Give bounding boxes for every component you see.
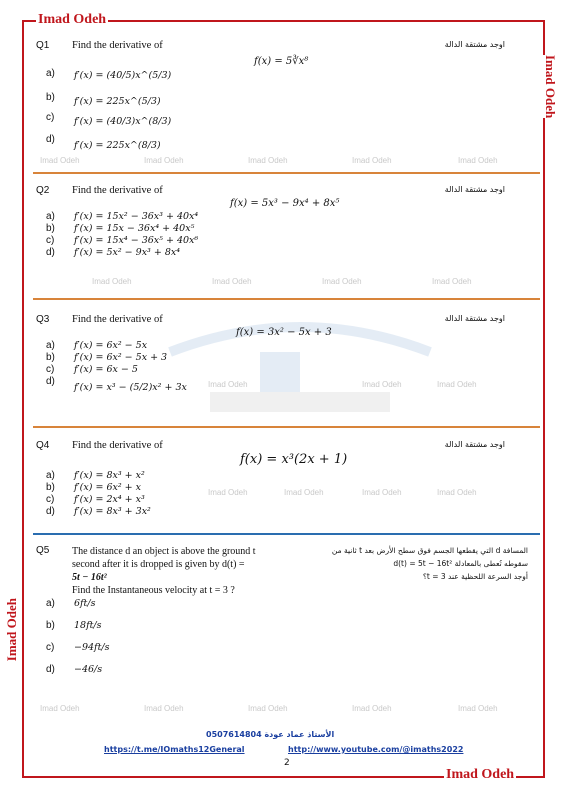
option-label: d) <box>46 664 55 675</box>
option-value[interactable]: f′(x) = 6x² + x <box>74 482 142 493</box>
option-value[interactable]: 6ft/s <box>74 598 96 609</box>
option-value[interactable]: f′(x) = 5x² − 9x³ + 8x⁴ <box>74 247 181 258</box>
watermark: Imad Odeh <box>432 277 472 286</box>
question-prompt-arabic: اوجد مشتقة الدالة <box>444 314 505 323</box>
question-1 <box>22 40 541 170</box>
brand-left: Imad Odeh <box>4 598 19 662</box>
question-prompt: Find the derivative of <box>72 40 163 51</box>
brand-bottom-right: Imad Odeh <box>446 767 515 782</box>
question-4 <box>22 440 541 530</box>
youtube-link[interactable]: http://www.youtube.com/@imaths2022 <box>288 745 464 754</box>
option-value[interactable]: f′(x) = 8x³ + 3x² <box>74 506 151 517</box>
question-number: Q1 <box>36 40 50 51</box>
section-divider <box>33 172 540 174</box>
watermark: Imad Odeh <box>248 156 288 165</box>
option-value[interactable]: f′(x) = 6x − 5 <box>74 364 138 375</box>
option-value[interactable]: −94ft/s <box>74 642 110 653</box>
option-label: a) <box>46 68 55 79</box>
option-value[interactable]: f′(x) = 6x² − 5x <box>74 340 148 351</box>
option-value[interactable]: f′(x) = 8x³ + x² <box>74 470 145 481</box>
question-text-arabic: المسافة d التي يقطعها الجسم فوق سطح الأرض بعد t ثانية من <box>331 546 528 555</box>
option-value[interactable]: −46/s <box>74 664 103 675</box>
watermark: Imad Odeh <box>352 704 392 713</box>
section-divider <box>33 533 540 535</box>
watermark: Imad Odeh <box>322 277 362 286</box>
question-text-line: second after it is dropped is given by d(t) = <box>72 559 245 570</box>
function: f(x) = 5x³ − 9x⁴ + 8x⁵ <box>230 198 340 209</box>
option-value[interactable]: f′(x) = 15x² − 36x³ + 40x⁴ <box>74 211 199 222</box>
option-label: b) <box>46 482 55 493</box>
watermark: Imad Odeh <box>362 380 402 389</box>
option-label: d) <box>46 134 55 145</box>
watermark: Imad Odeh <box>208 488 248 497</box>
option-label: a) <box>46 470 55 481</box>
question-5 <box>22 545 541 725</box>
option-value[interactable]: f′(x) = 15x − 36x⁴ + 40x⁵ <box>74 223 195 234</box>
watermark: Imad Odeh <box>208 380 248 389</box>
option-value[interactable]: f′(x) = 6x² − 5x + 3 <box>74 352 168 363</box>
option-label: c) <box>46 494 55 505</box>
option-label: a) <box>46 598 55 609</box>
option-label: b) <box>46 620 55 631</box>
telegram-link[interactable]: https://t.me/IOmaths12General <box>104 745 245 754</box>
question-prompt: Find the derivative of <box>72 314 163 325</box>
watermark: Imad Odeh <box>362 488 402 497</box>
question-text-arabic: سقوطه تُعطى بالمعادلة d(t) = 5t − 16t² <box>393 559 528 568</box>
option-label: d) <box>46 506 55 517</box>
question-text-line: 5t − 16t² <box>72 572 107 583</box>
brand-top-left: Imad Odeh <box>38 12 107 27</box>
option-label: b) <box>46 223 55 234</box>
option-label: a) <box>46 211 55 222</box>
option-label: b) <box>46 92 55 103</box>
question-text-line: Find the Instantaneous velocity at t = 3 ? <box>72 585 235 596</box>
watermark: Imad Odeh <box>437 488 477 497</box>
watermark: Imad Odeh <box>284 488 324 497</box>
watermark: Imad Odeh <box>144 704 184 713</box>
page-number: 2 <box>284 758 290 768</box>
watermark: Imad Odeh <box>40 156 80 165</box>
option-value[interactable]: f′(x) = 2x⁴ + x³ <box>74 494 145 505</box>
option-value[interactable]: f′(x) = x³ − (5/2)x² + 3x <box>74 382 187 393</box>
brand-right: Imad Odeh <box>543 55 558 119</box>
option-label: c) <box>46 235 55 246</box>
watermark: Imad Odeh <box>144 156 184 165</box>
function: f(x) = x³(2x + 1) <box>240 452 348 467</box>
question-prompt-arabic: اوجد مشتقة الدالة <box>444 185 505 194</box>
question-3 <box>22 314 541 424</box>
question-prompt: Find the derivative of <box>72 440 163 451</box>
watermark: Imad Odeh <box>212 277 252 286</box>
watermark: Imad Odeh <box>458 704 498 713</box>
watermark: Imad Odeh <box>352 156 392 165</box>
option-value[interactable]: f′(x) = 225x^(8/3) <box>74 140 161 151</box>
option-value[interactable]: f′(x) = (40/5)x^(5/3) <box>74 70 172 81</box>
option-label: d) <box>46 247 55 258</box>
watermark: Imad Odeh <box>437 380 477 389</box>
option-value[interactable]: f′(x) = 225x^(5/3) <box>74 96 161 107</box>
question-number: Q2 <box>36 185 50 196</box>
function: f(x) = 3x² − 5x + 3 <box>236 327 332 338</box>
section-divider <box>33 426 540 428</box>
section-divider <box>33 298 540 300</box>
question-2 <box>22 185 541 295</box>
question-text-line: The distance d an object is above the ground t <box>72 546 256 557</box>
function: f(x) = 5∛x⁸ <box>254 56 309 67</box>
question-prompt-arabic: اوجد مشتقة الدالة <box>444 440 505 449</box>
watermark: Imad Odeh <box>248 704 288 713</box>
option-label: c) <box>46 642 55 653</box>
question-prompt-arabic: اوجد مشتقة الدالة <box>444 40 505 49</box>
option-value[interactable]: 18ft/s <box>74 620 102 631</box>
option-label: c) <box>46 112 55 123</box>
option-label: c) <box>46 364 55 375</box>
question-number: Q4 <box>36 440 50 451</box>
option-label: a) <box>46 340 55 351</box>
watermark: Imad Odeh <box>458 156 498 165</box>
question-number: Q5 <box>36 545 50 556</box>
question-text-arabic: أوجد السرعة اللحظية عند t = 3؟ <box>422 572 528 581</box>
question-number: Q3 <box>36 314 50 325</box>
option-label: d) <box>46 376 55 387</box>
option-value[interactable]: f′(x) = 15x⁴ − 36x⁵ + 40x⁶ <box>74 235 199 246</box>
watermark: Imad Odeh <box>92 277 132 286</box>
footer-contact: 0507614804 الأستاذ عماد عودة <box>206 730 335 739</box>
option-label: b) <box>46 352 55 363</box>
option-value[interactable]: f′(x) = (40/3)x^(8/3) <box>74 116 172 127</box>
question-prompt: Find the derivative of <box>72 185 163 196</box>
watermark: Imad Odeh <box>40 704 80 713</box>
